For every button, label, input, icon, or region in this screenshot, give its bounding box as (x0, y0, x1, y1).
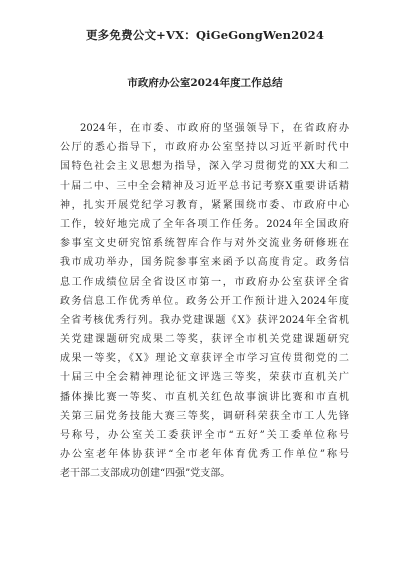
body-line: 办公室老年体协获评“全市老年体育优秀工作单位”称号 (60, 449, 349, 461)
body-line: 神，扎实开展党纪学习教育，紧紧围绕市委、市政府中心 (60, 199, 349, 211)
body-line: 成果一等奖，《X》理论文章获评全市学习宣传贯彻党的二 (60, 353, 349, 365)
body-line: 十届三中全会精神理论征文评选三等奖，荣获市直机关广 (60, 372, 349, 384)
document-body (60, 119, 349, 484)
body-line: 公厅的悉心指导下，市政府办公室坚持以习近平新时代中 (60, 142, 349, 154)
body-line: 号称号，办公室关工委获评全市“五好”关工委单位称号 (60, 430, 349, 441)
body-line: 全省考核优秀行列。我办党建课题《X》获评2024年全省机 (60, 314, 349, 326)
body-line: 关党建课题研究成果二等奖，获评全市机关党建课题研究 (60, 334, 349, 346)
body-line: 工作，较好地完成了全年各项工作任务。2024年全国政府 (60, 218, 349, 230)
body-line: 政务信息工作优秀单位。政务公开工作预计进入2024年度 (60, 295, 349, 307)
body-line: 参事室文史研究馆系统智库合作与对外交流业务研修班在 (60, 238, 349, 250)
body-line: 老干部二支部成功创建“四强”党支部。 (60, 468, 231, 480)
document-title: 市政府办公室2024年度工作总结 (127, 77, 283, 89)
body-line: 我市成功举办，国务院参事室来函予以高度肯定。政务信 (60, 257, 349, 269)
body-line: 国特色社会主义思想为指导，深入学习贯彻党的XX大和二 (60, 161, 349, 173)
watermark-header: 更多免费公文+VX：QiGeGongWen2024 (85, 28, 325, 42)
body-line: 关第三届党务技能大赛三等奖，调研科荣获全市工人先锋 (60, 410, 349, 422)
body-line: 息工作成绩位居全省设区市第一，市政府办公室获评全省 (60, 276, 349, 288)
body-line: 2024年，在市委、市政府的坚强领导下，在省政府办 (80, 123, 349, 134)
body-line: 十届二中、三中全会精神及习近平总书记考察X重要讲话精 (60, 180, 349, 192)
body-line: 播体操比赛一等奖、市直机关红色故事演讲比赛和市直机 (60, 391, 349, 403)
